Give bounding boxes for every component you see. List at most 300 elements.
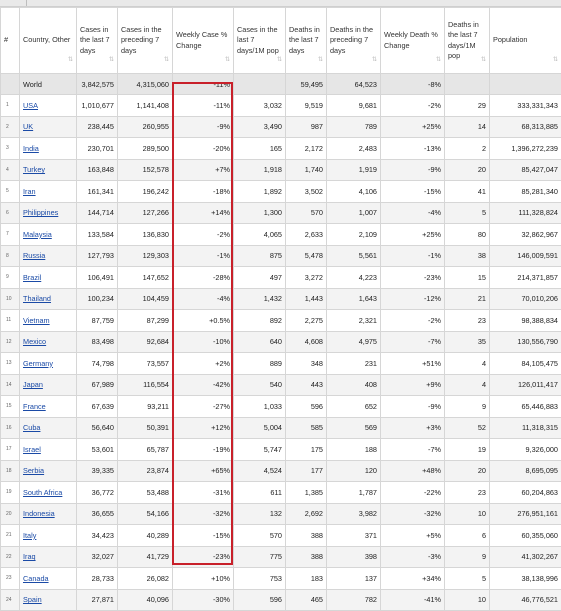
cell-casesPer1M: 4,065 (234, 224, 286, 246)
row-rank: 17 (1, 439, 20, 461)
country-link[interactable]: India (23, 144, 39, 153)
row-rank: 15 (1, 396, 20, 418)
cell-cases7: 100,234 (77, 288, 118, 310)
country-cell (20, 353, 77, 375)
table-row (1, 374, 561, 396)
cell-caseChange: -30% (173, 589, 234, 611)
cell-casesPrev: 136,830 (118, 224, 173, 246)
cell-casesPrev: 116,554 (118, 374, 173, 396)
row-rank: 10 (1, 288, 20, 310)
cell-caseChange: -10% (173, 331, 234, 353)
column-header-label: Deaths in the last 7 days (289, 25, 320, 55)
country-cell (20, 181, 77, 203)
sort-arrows-icon[interactable]: ⇅ (68, 55, 73, 66)
column-header-n[interactable] (1, 8, 20, 74)
table-row (1, 460, 561, 482)
country-link[interactable]: Brazil (23, 273, 41, 282)
cell-cases7: 83,498 (77, 331, 118, 353)
country-cell (20, 331, 77, 353)
cell-deathsPer1M: 41 (445, 181, 490, 203)
cell-casesPer1M: 3,032 (234, 95, 286, 117)
country-cell (20, 439, 77, 461)
cell-cases7: 39,335 (77, 460, 118, 482)
column-header-label: Cases in the last 7 days (80, 25, 110, 55)
cell-deathsPrev: 1,007 (327, 202, 381, 224)
cell-casesPrev: 54,166 (118, 503, 173, 525)
table-row (1, 267, 561, 289)
country-cell (20, 525, 77, 547)
cell-deathsPer1M: 23 (445, 310, 490, 332)
cell-population: 38,138,996 (490, 568, 561, 590)
cell-deathsPrev: 1,787 (327, 482, 381, 504)
row-rank: 7 (1, 224, 20, 246)
cell-deathsPer1M: 4 (445, 353, 490, 375)
cell-caseChange: +12% (173, 417, 234, 439)
cell-population: 85,281,340 (490, 181, 561, 203)
country-link[interactable]: Indonesia (23, 509, 55, 518)
cell-deathsPer1M: 20 (445, 159, 490, 181)
cell-deaths7: 5,478 (286, 245, 327, 267)
country-cell (20, 546, 77, 568)
cell-casesPer1M: 611 (234, 482, 286, 504)
cell-casesPer1M: 1,033 (234, 396, 286, 418)
cell-deaths7: 183 (286, 568, 327, 590)
row-rank: 16 (1, 417, 20, 439)
column-header-casesPrev[interactable] (118, 8, 173, 74)
cell-casesPrev: 65,787 (118, 439, 173, 461)
cell-deathsPrev: 188 (327, 439, 381, 461)
table-row (1, 589, 561, 611)
cell-deathsPrev: 398 (327, 546, 381, 568)
cell-deathsPrev: 569 (327, 417, 381, 439)
row-rank: 6 (1, 202, 20, 224)
cell-casesPer1M: 753 (234, 568, 286, 590)
row-rank: 8 (1, 245, 20, 267)
cell-deaths7: 596 (286, 396, 327, 418)
cell-deathsPer1M: 20 (445, 460, 490, 482)
cell-casesPer1M: 596 (234, 589, 286, 611)
cell-cases7: 36,772 (77, 482, 118, 504)
country-link[interactable]: Italy (23, 531, 36, 540)
weekly-cases-table (0, 7, 561, 611)
cell-deathsPrev: 1,919 (327, 159, 381, 181)
cell-deathChange: +51% (381, 353, 445, 375)
column-header-casesPer1M[interactable] (234, 8, 286, 74)
cell-casesPrev: 196,242 (118, 181, 173, 203)
column-header-caseChange[interactable] (173, 8, 234, 74)
cell-population: 41,302,267 (490, 546, 561, 568)
country-cell (20, 138, 77, 160)
cell-deathsPer1M: 5 (445, 568, 490, 590)
country-link[interactable]: Russia (23, 251, 45, 260)
row-rank: 2 (1, 116, 20, 138)
column-header-label: Cases in the preceding 7 days (121, 25, 162, 55)
cell-population: 126,011,417 (490, 374, 561, 396)
sort-arrows-icon[interactable]: ⇅ (481, 55, 486, 66)
row-rank: 11 (1, 310, 20, 332)
country-cell (20, 116, 77, 138)
row-rank: 24 (1, 589, 20, 611)
cell-deathChange: +25% (381, 116, 445, 138)
cell-deaths7: 3,502 (286, 181, 327, 203)
column-header-country[interactable] (20, 8, 77, 74)
table-row (1, 396, 561, 418)
cell-deathsPrev: 3,982 (327, 503, 381, 525)
cell-deathChange: -2% (381, 95, 445, 117)
table-row (1, 95, 561, 117)
cell-deathChange: -12% (381, 288, 445, 310)
row-rank: 5 (1, 181, 20, 203)
cell-cases7: 87,759 (77, 310, 118, 332)
cell-cases7: 3,842,575 (77, 74, 118, 95)
sort-arrows-icon[interactable]: ⇅ (318, 55, 323, 66)
cell-deathsPrev: 4,975 (327, 331, 381, 353)
cell-cases7: 106,491 (77, 267, 118, 289)
cell-casesPrev: 40,289 (118, 525, 173, 547)
cell-deathsPer1M: 19 (445, 439, 490, 461)
country-link[interactable]: UK (23, 122, 33, 131)
column-header-label: Country, Other (23, 35, 70, 44)
cell-deathsPrev: 137 (327, 568, 381, 590)
column-header-label: Weekly Case % Change (176, 30, 227, 50)
cell-deathsPer1M: 5 (445, 202, 490, 224)
cell-population: 65,446,883 (490, 396, 561, 418)
country-link[interactable]: Israel (23, 445, 41, 454)
country-cell (20, 310, 77, 332)
cell-caseChange: -27% (173, 396, 234, 418)
country-cell (20, 417, 77, 439)
cell-deathsPrev: 64,523 (327, 74, 381, 95)
table-row (1, 202, 561, 224)
cell-cases7: 230,701 (77, 138, 118, 160)
cell-casesPrev: 127,266 (118, 202, 173, 224)
cell-casesPer1M: 4,524 (234, 460, 286, 482)
row-rank: 20 (1, 503, 20, 525)
country-cell (20, 503, 77, 525)
table-body (1, 74, 561, 611)
table-row (1, 331, 561, 353)
cell-casesPer1M: 775 (234, 546, 286, 568)
cell-population: 85,427,047 (490, 159, 561, 181)
sort-arrows-icon[interactable]: ⇅ (436, 55, 441, 66)
cell-deathsPrev: 4,106 (327, 181, 381, 203)
column-header-deathsPer1M[interactable] (445, 8, 490, 74)
country-cell (20, 288, 77, 310)
cell-deaths7: 585 (286, 417, 327, 439)
cell-population (490, 74, 561, 95)
cell-caseChange: -42% (173, 374, 234, 396)
table-row (1, 568, 561, 590)
cell-cases7: 32,027 (77, 546, 118, 568)
country-link[interactable]: Turkey (23, 165, 45, 174)
table-header-row (1, 8, 561, 74)
cell-deathChange: -1% (381, 245, 445, 267)
cell-deathChange: +9% (381, 374, 445, 396)
cell-casesPer1M: 1,432 (234, 288, 286, 310)
country-cell (20, 589, 77, 611)
country-link[interactable]: Serbia (23, 466, 44, 475)
top-scroll-strip (0, 0, 561, 7)
cell-population: 98,388,834 (490, 310, 561, 332)
cell-casesPrev: 23,874 (118, 460, 173, 482)
cell-deaths7: 59,495 (286, 74, 327, 95)
cell-deathsPrev: 231 (327, 353, 381, 375)
cell-deathChange: -9% (381, 396, 445, 418)
cell-casesPer1M: 640 (234, 331, 286, 353)
cell-casesPrev: 41,729 (118, 546, 173, 568)
column-header-deaths7[interactable] (286, 8, 327, 74)
cell-caseChange: +65% (173, 460, 234, 482)
cell-deathsPrev: 9,681 (327, 95, 381, 117)
cell-deathsPrev: 4,223 (327, 267, 381, 289)
table-row (1, 116, 561, 138)
cell-deathChange: -7% (381, 439, 445, 461)
cell-deathsPer1M: 2 (445, 138, 490, 160)
cell-population: 32,862,967 (490, 224, 561, 246)
cell-population: 9,326,000 (490, 439, 561, 461)
cell-casesPrev: 93,211 (118, 396, 173, 418)
cell-population: 8,695,095 (490, 460, 561, 482)
cell-caseChange: +2% (173, 353, 234, 375)
cell-deaths7: 1,443 (286, 288, 327, 310)
table-row (1, 503, 561, 525)
cell-deathsPer1M: 14 (445, 116, 490, 138)
cell-population: 111,328,824 (490, 202, 561, 224)
country-link[interactable]: Iraq (23, 552, 36, 561)
cell-caseChange: +7% (173, 159, 234, 181)
row-rank: 19 (1, 482, 20, 504)
table-row (1, 310, 561, 332)
country-link[interactable]: Iran (23, 187, 36, 196)
cell-deathsPer1M: 15 (445, 267, 490, 289)
cell-deathsPrev: 371 (327, 525, 381, 547)
cell-cases7: 67,639 (77, 396, 118, 418)
row-rank: 1 (1, 95, 20, 117)
country-cell (20, 202, 77, 224)
table-row (1, 439, 561, 461)
cell-casesPer1M: 132 (234, 503, 286, 525)
cell-deathsPrev: 408 (327, 374, 381, 396)
sort-arrows-icon[interactable]: ⇅ (372, 55, 377, 66)
cell-casesPrev: 152,578 (118, 159, 173, 181)
cell-deaths7: 570 (286, 202, 327, 224)
cell-cases7: 53,601 (77, 439, 118, 461)
row-rank: 23 (1, 568, 20, 590)
cell-casesPer1M: 497 (234, 267, 286, 289)
cell-caseChange: -31% (173, 482, 234, 504)
cell-deathsPer1M: 38 (445, 245, 490, 267)
cell-deathsPrev: 5,561 (327, 245, 381, 267)
table-row (1, 138, 561, 160)
table-row (1, 482, 561, 504)
cell-deathChange: -22% (381, 482, 445, 504)
table-row (1, 525, 561, 547)
cell-casesPrev: 129,303 (118, 245, 173, 267)
cell-caseChange: -1% (173, 245, 234, 267)
cell-deathChange: -4% (381, 202, 445, 224)
cell-population: 46,776,521 (490, 589, 561, 611)
country-cell (20, 482, 77, 504)
cell-deaths7: 4,608 (286, 331, 327, 353)
cell-deathsPrev: 2,321 (327, 310, 381, 332)
cell-cases7: 67,989 (77, 374, 118, 396)
cell-cases7: 161,341 (77, 181, 118, 203)
cell-casesPrev: 147,652 (118, 267, 173, 289)
cell-caseChange: -23% (173, 546, 234, 568)
country-link[interactable]: Philippines (23, 208, 58, 217)
cell-casesPer1M: 540 (234, 374, 286, 396)
cell-deathChange: +34% (381, 568, 445, 590)
column-header-label: Deaths in the preceding 7 days (330, 25, 373, 55)
country-link[interactable]: South Africa (23, 488, 62, 497)
cell-caseChange: +0.5% (173, 310, 234, 332)
column-header-population[interactable] (490, 8, 561, 74)
cell-casesPer1M: 1,918 (234, 159, 286, 181)
country-link[interactable]: Thailand (23, 294, 51, 303)
row-rank: 12 (1, 331, 20, 353)
cell-deathsPer1M: 9 (445, 396, 490, 418)
cell-population: 130,556,790 (490, 331, 561, 353)
country-cell (20, 374, 77, 396)
table-row (1, 417, 561, 439)
sort-arrows-icon[interactable]: ⇅ (553, 55, 558, 66)
cell-population: 333,331,343 (490, 95, 561, 117)
cell-casesPrev: 53,488 (118, 482, 173, 504)
cell-deathsPer1M: 9 (445, 546, 490, 568)
row-rank: 13 (1, 353, 20, 375)
cell-deathsPrev: 782 (327, 589, 381, 611)
cell-casesPrev: 104,459 (118, 288, 173, 310)
cell-cases7: 34,423 (77, 525, 118, 547)
cell-casesPer1M: 875 (234, 245, 286, 267)
cell-deathChange: -9% (381, 159, 445, 181)
sort-arrows-icon[interactable]: ⇅ (225, 55, 230, 66)
cell-deaths7: 2,633 (286, 224, 327, 246)
country-link[interactable]: Spain (23, 595, 42, 604)
row-rank: 14 (1, 374, 20, 396)
cell-deaths7: 388 (286, 546, 327, 568)
cell-population: 60,355,060 (490, 525, 561, 547)
cell-deaths7: 175 (286, 439, 327, 461)
cell-deathsPrev: 789 (327, 116, 381, 138)
cell-casesPrev: 1,141,408 (118, 95, 173, 117)
cell-casesPer1M: 165 (234, 138, 286, 160)
country-link[interactable]: Cuba (23, 423, 40, 432)
column-header-deathsPrev[interactable] (327, 8, 381, 74)
table-row (1, 245, 561, 267)
world-total-row (1, 74, 561, 95)
country-cell (20, 267, 77, 289)
cell-casesPer1M: 889 (234, 353, 286, 375)
cell-caseChange: -20% (173, 138, 234, 160)
cell-deathsPer1M: 6 (445, 525, 490, 547)
column-header-label: Population (493, 35, 528, 44)
cell-population: 1,396,272,239 (490, 138, 561, 160)
row-rank: 4 (1, 159, 20, 181)
column-header-cases7[interactable] (77, 8, 118, 74)
cell-cases7: 1,010,677 (77, 95, 118, 117)
cell-casesPer1M: 570 (234, 525, 286, 547)
cell-population: 70,010,206 (490, 288, 561, 310)
cell-deaths7: 465 (286, 589, 327, 611)
cell-caseChange: -11% (173, 95, 234, 117)
country-link[interactable]: Vietnam (23, 316, 50, 325)
cell-deathChange: +48% (381, 460, 445, 482)
cell-deaths7: 3,272 (286, 267, 327, 289)
column-header-deathChange[interactable] (381, 8, 445, 74)
cell-deathChange: -15% (381, 181, 445, 203)
cell-deaths7: 2,172 (286, 138, 327, 160)
cell-deathsPer1M: 35 (445, 331, 490, 353)
cell-caseChange: +10% (173, 568, 234, 590)
cell-population: 276,951,161 (490, 503, 561, 525)
country-link[interactable]: Malaysia (23, 230, 52, 239)
cell-deathChange: +3% (381, 417, 445, 439)
cell-deaths7: 2,275 (286, 310, 327, 332)
cell-casesPer1M: 5,004 (234, 417, 286, 439)
sort-arrows-icon[interactable]: ⇅ (109, 55, 114, 66)
cell-caseChange: -28% (173, 267, 234, 289)
cell-casesPrev: 92,684 (118, 331, 173, 353)
cell-cases7: 163,848 (77, 159, 118, 181)
cell-deaths7: 987 (286, 116, 327, 138)
cell-deathsPrev: 1,643 (327, 288, 381, 310)
cell-casesPer1M (234, 74, 286, 95)
table-row (1, 546, 561, 568)
sort-arrows-icon[interactable]: ⇅ (277, 55, 282, 66)
cell-deathsPer1M: 10 (445, 503, 490, 525)
cell-casesPer1M: 892 (234, 310, 286, 332)
row-rank: 21 (1, 525, 20, 547)
cell-caseChange: -19% (173, 439, 234, 461)
cell-deathsPrev: 120 (327, 460, 381, 482)
cell-deathChange: -7% (381, 331, 445, 353)
row-rank: 22 (1, 546, 20, 568)
cell-cases7: 56,640 (77, 417, 118, 439)
cell-casesPrev: 50,391 (118, 417, 173, 439)
country-link[interactable]: Mexico (23, 337, 46, 346)
cell-deathsPer1M: 21 (445, 288, 490, 310)
country-cell (20, 245, 77, 267)
cell-deathChange: -8% (381, 74, 445, 95)
cell-population: 60,204,863 (490, 482, 561, 504)
cell-deathsPer1M: 29 (445, 95, 490, 117)
country-link[interactable]: Canada (23, 574, 49, 583)
table-row (1, 181, 561, 203)
cell-deathsPrev: 2,109 (327, 224, 381, 246)
cell-population: 68,313,885 (490, 116, 561, 138)
cell-deathChange: +25% (381, 224, 445, 246)
cell-deathChange: -23% (381, 267, 445, 289)
cell-cases7: 27,871 (77, 589, 118, 611)
country-link[interactable]: USA (23, 101, 38, 110)
country-cell (20, 159, 77, 181)
country-link[interactable]: France (23, 402, 46, 411)
cell-cases7: 74,798 (77, 353, 118, 375)
country-cell (20, 95, 77, 117)
cell-casesPrev: 73,557 (118, 353, 173, 375)
cell-casesPrev: 260,955 (118, 116, 173, 138)
cell-caseChange: +14% (173, 202, 234, 224)
sort-arrows-icon[interactable]: ⇅ (164, 55, 169, 66)
cell-deathsPer1M: 52 (445, 417, 490, 439)
cell-caseChange: -4% (173, 288, 234, 310)
cell-casesPrev: 40,096 (118, 589, 173, 611)
cell-deaths7: 1,740 (286, 159, 327, 181)
cell-cases7: 28,733 (77, 568, 118, 590)
country-link[interactable]: Japan (23, 380, 43, 389)
country-link[interactable]: Germany (23, 359, 53, 368)
